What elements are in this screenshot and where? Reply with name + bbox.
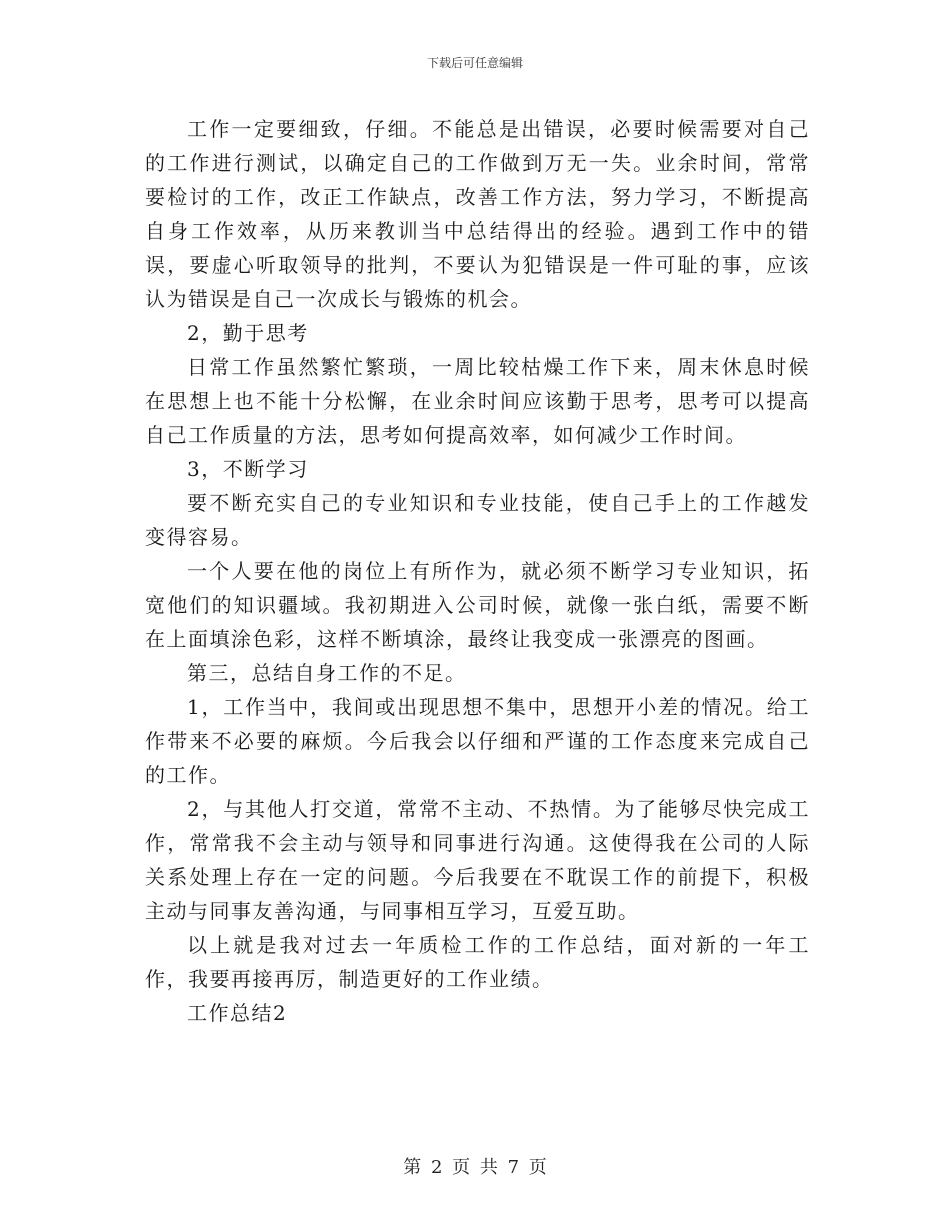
paragraph: 1，工作当中，我间或出现思想不集中，思想开小差的情况。给工作带来不必要的麻烦。今后我会以仔细和严谨的工作态度来完成自己的工作。 — [145, 695, 810, 787]
paragraph: 2，与其他人打交道，常常不主动、不热情。为了能够尽快完成工作，常常我不会主动与领导和同事进行沟通。这使得我在公司的人际关系处理上存在一定的问题。今后我要在不耽误工作的前提下，积极主动与同事友善沟通，与同事相互学习，互爱互助。 — [145, 797, 810, 923]
page-number: 第 2 页 共 7 页 — [403, 1157, 547, 1178]
paragraph: 3，不断学习 — [187, 457, 309, 481]
paragraph: 日常工作虽然繁忙繁琐，一周比较枯燥工作下来，周末休息时候在思想上也不能十分松懈，在业余时间应该勤于思考，思考可以提高自己工作质量的方法，思考如何提高效率，如何减少工作时间。 — [145, 355, 810, 447]
paragraph: 2，勤于思考 — [187, 321, 309, 345]
section-heading: 工作总结2 — [187, 1001, 288, 1025]
paragraph: 一个人要在他的岗位上有所作为，就必须不断学习专业知识，拓宽他们的知识疆域。我初期进入公司时候，就像一张白纸，需要不断在上面填涂色彩，这样不断填涂，最终让我变成一张漂亮的图画。 — [145, 559, 810, 651]
page-header: 下载后可任意编辑 — [426, 56, 523, 70]
paragraph: 第三，总结自身工作的不足。 — [187, 661, 467, 685]
paragraph: 工作一定要细致，仔细。不能总是出错误，必要时候需要对自己的工作进行测试，以确定自己的工作做到万无一失。业余时间，常常要检讨的工作，改正工作缺点，改善工作方法，努力学习，不断提高自身工作效率，从历来教训当中总结得出的经验。遇到工作中的错误，要虚心听取领导的批判，不要认为犯错误是一件可耻的事，应该认为错误是自己一次成长与锻炼的机会。 — [145, 117, 810, 311]
document-body — [145, 112, 810, 1030]
paragraph: 要不断充实自己的专业知识和专业技能，使自己手上的工作越发变得容易。 — [145, 491, 810, 549]
paragraph: 以上就是我对过去一年质检工作的工作总结，面对新的一年工作，我要再接再厉，制造更好的工作业绩。 — [145, 933, 810, 991]
